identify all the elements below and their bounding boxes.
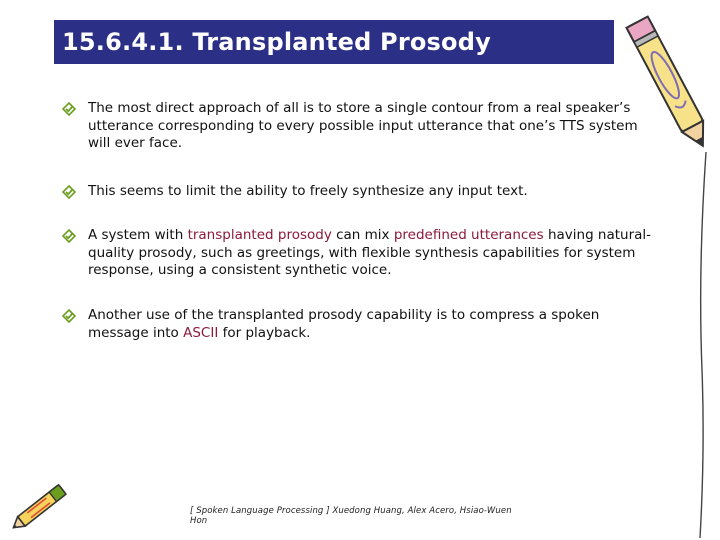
- bullet-item: [62, 307, 662, 342]
- slide-footer: [ Spoken Language Processing ] Xuedong Huang, Alex Acero, Hsiao-Wuen Hon: [190, 506, 512, 526]
- highlighted-term: ASCII: [183, 324, 219, 341]
- highlighted-term: transplanted prosody: [187, 227, 332, 243]
- diamond-check-bullet-icon: [62, 100, 88, 116]
- bullet-item: [62, 183, 662, 201]
- bullet-segment: The most direct approach of all is to store a single contour from a real speaker’s utterance corresponding to every possible input utterance that one’s TTS system will ever face.: [88, 100, 638, 151]
- bullet-text: [88, 183, 654, 201]
- slide-title: 15.6.4.1. Transplanted Prosody: [62, 28, 491, 56]
- bullet-segment: having natural-quality prosody, such as greetings, with flexible synthesis capabilities for system response, using a consistent synthetic voice.: [88, 227, 652, 278]
- bullet-text: [88, 307, 654, 342]
- pencil-clipart-icon: [4, 470, 84, 540]
- diamond-check-bullet-icon: [62, 183, 88, 199]
- bullet-segment: can mix: [331, 227, 394, 243]
- slide-title-bar: [54, 20, 614, 64]
- highlighted-term: predefined utterances: [393, 227, 544, 243]
- bullet-item: [62, 100, 662, 153]
- diamond-check-bullet-icon: [62, 307, 88, 323]
- bullet-segment: A system with: [88, 227, 188, 243]
- bullet-segment: This seems to limit the ability to freely synthesize any input text.: [88, 183, 528, 199]
- bullet-item: [62, 227, 662, 280]
- pencil-clipart-icon: [620, 4, 720, 164]
- pencil-line-decoration: [680, 150, 720, 540]
- bullet-segment: for playback.: [218, 324, 311, 341]
- bullet-text: [88, 100, 654, 153]
- diamond-check-bullet-icon: [62, 227, 88, 243]
- bullet-text: [88, 227, 654, 280]
- bullet-segment: Another use of the transplanted prosody capability is to compress a spoken message into: [88, 307, 600, 341]
